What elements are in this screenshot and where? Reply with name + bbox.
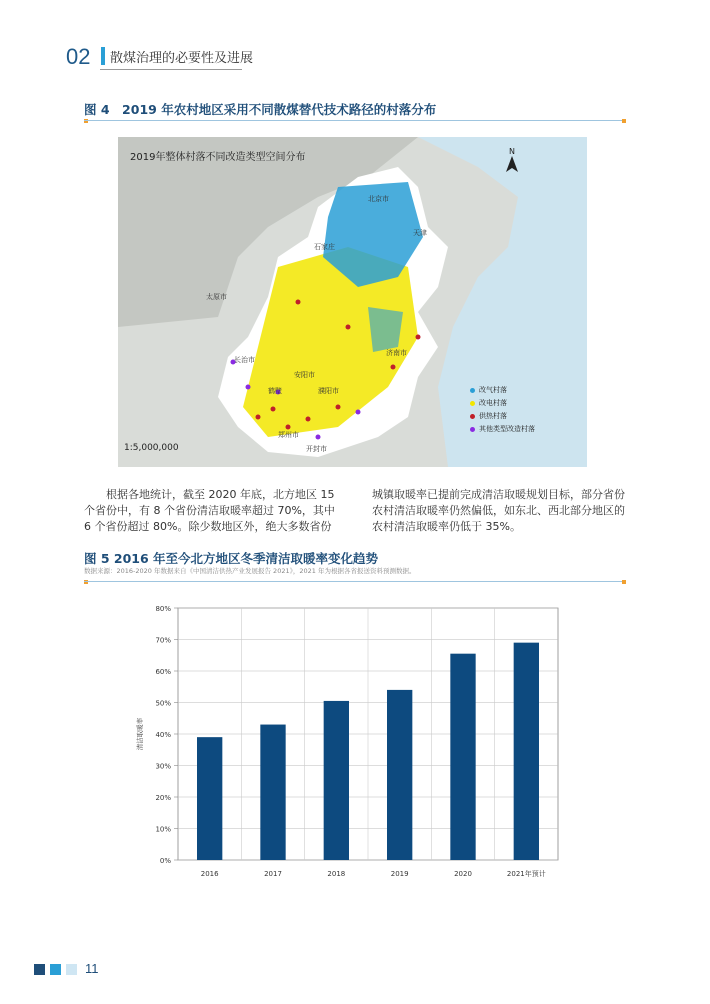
y-tick-label: 50% — [155, 699, 171, 708]
svg-text:太原市: 太原市 — [206, 293, 227, 301]
y-tick-label: 0% — [159, 857, 171, 865]
legend-label: 供热村落 — [479, 412, 507, 420]
section-title: 散煤治理的必要性及进展 — [110, 51, 254, 66]
body-paragraph-left: 根据各地统计，截至 2020 年底，北方地区 15 个省份中，有 8 个省份清洁取暖率超过 70%，其中 6 个省份超过 80%。除少数地区外，绝大多数省份 — [84, 488, 335, 533]
y-tick-label: 20% — [155, 794, 171, 802]
north-label: N — [509, 147, 515, 156]
y-tick-label: 80% — [155, 605, 171, 613]
bar-chart-svg — [120, 598, 590, 888]
rule-dot-right — [622, 119, 626, 123]
x-tick-label: 2018 — [327, 870, 346, 878]
village-distribution-map — [118, 137, 587, 467]
figure5-title: 图 5 2016 年至今北方地区冬季清洁取暖率变化趋势 — [84, 551, 379, 566]
x-tick-label: 2020 — [454, 870, 472, 878]
x-tick-label: 2017 — [264, 870, 282, 878]
footer-square-mid — [50, 964, 61, 975]
bar-2017 — [260, 725, 285, 860]
legend-item-gas — [470, 384, 535, 397]
page-number: 11 — [85, 961, 99, 976]
map-title: 2019年整体村落不同改造类型空间分布 — [130, 152, 306, 163]
header-underline — [100, 69, 242, 70]
x-tick-label: 2021年预计 — [506, 870, 546, 878]
body-paragraph-right: 城镇取暖率已提前完成清洁取暖规划目标，部分省份农村清洁取暖率仍然偏低，如东北、西北部分地区的农村清洁取暖率仍低于 35%。 — [372, 488, 625, 533]
bar-2019 — [387, 690, 412, 860]
section-accent-bar — [101, 47, 105, 65]
bar-2021年预计 — [514, 643, 539, 860]
legend-label: 改电村落 — [479, 399, 507, 407]
legend-label: 其他类型改造村落 — [479, 425, 535, 433]
x-tick-label: 2019 — [390, 870, 409, 878]
rule-dot-right — [622, 580, 626, 584]
svg-text:郑州市: 郑州市 — [278, 431, 299, 439]
figure4-rule — [84, 120, 626, 121]
bar-2020 — [450, 654, 475, 860]
svg-text:鹤壁: 鹤壁 — [268, 387, 282, 395]
y-tick-label: 30% — [155, 762, 171, 771]
figure5-rule — [84, 581, 626, 582]
y-tick-label: 40% — [155, 731, 171, 739]
svg-text:石家庄: 石家庄 — [314, 243, 335, 251]
legend-item-other — [470, 423, 535, 436]
map-legend — [470, 384, 535, 436]
legend-swatch-icon — [470, 401, 475, 406]
svg-text:济南市: 济南市 — [386, 349, 407, 357]
bar-2018 — [324, 701, 349, 860]
footer-square-light — [66, 964, 77, 975]
legend-label: 改气村落 — [479, 386, 507, 394]
legend-swatch-icon — [470, 427, 475, 432]
section-number: 02 — [66, 44, 91, 69]
y-tick-label: 60% — [155, 668, 171, 676]
map-scale: 1:5,000,000 — [124, 443, 179, 453]
north-arrow-icon — [506, 147, 518, 172]
svg-text:天津: 天津 — [413, 229, 427, 237]
bar-2016 — [197, 737, 222, 860]
svg-text:开封市: 开封市 — [306, 445, 327, 453]
svg-text:安阳市: 安阳市 — [294, 371, 315, 379]
legend-item-electric — [470, 397, 535, 410]
figure4-title: 图 4 2019 年农村地区采用不同散煤替代技术路径的村落分布 — [84, 102, 437, 117]
svg-text:濮阳市: 濮阳市 — [318, 387, 339, 395]
x-tick-label: 2016 — [200, 870, 219, 878]
legend-swatch-icon — [470, 388, 475, 393]
y-axis-label: 清洁取暖率 — [136, 717, 144, 751]
svg-text:长治市: 长治市 — [234, 356, 255, 364]
legend-swatch-icon — [470, 414, 475, 419]
legend-item-heating — [470, 410, 535, 423]
footer-square-dark — [34, 964, 45, 975]
figure5-source: 数据来源：2016-2020 年数据来自《中国清洁供热产业发展报告 2021》，2021 年为根据各省报送资料预测数据。 — [84, 567, 416, 575]
svg-text:北京市: 北京市 — [368, 195, 389, 203]
y-tick-label: 10% — [155, 825, 171, 834]
y-tick-label: 70% — [155, 636, 171, 645]
clean-heating-rate-chart — [120, 598, 590, 888]
